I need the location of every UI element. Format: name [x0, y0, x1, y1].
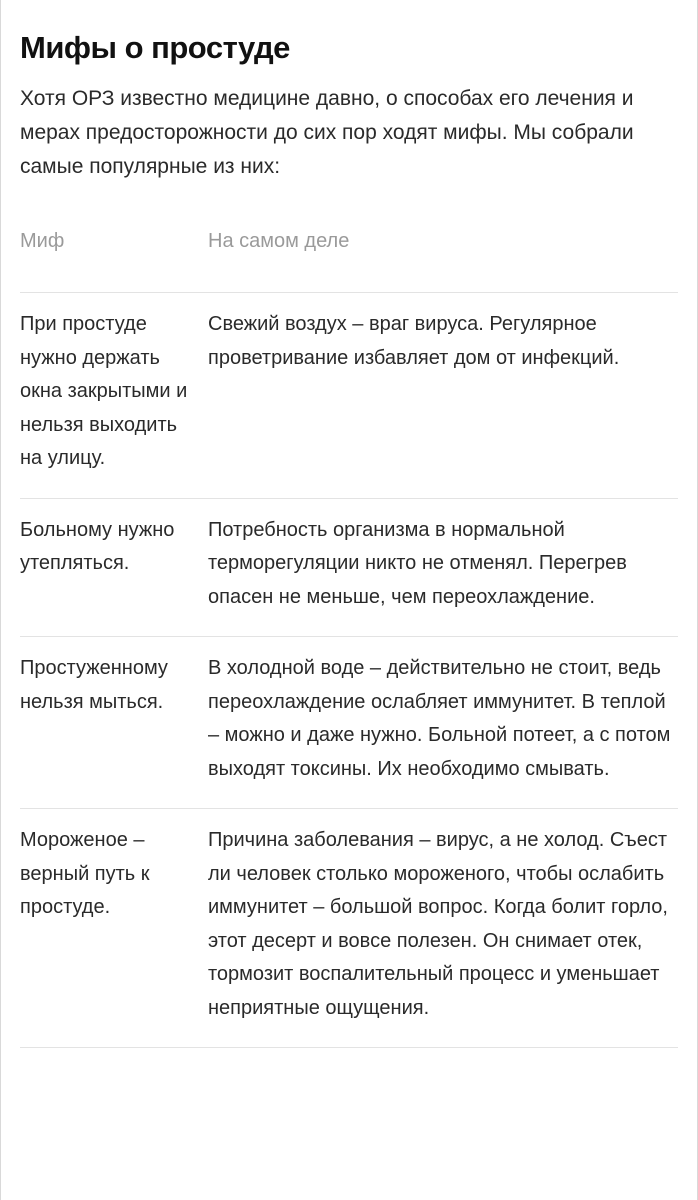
myth-cell: Простуженному нельзя мыться.	[20, 637, 208, 809]
column-header-fact: На самом деле	[208, 230, 350, 252]
table-header-row	[20, 224, 678, 293]
fact-cell: Потребность организма в нормальной терморегуляции никто не отменял. Перегрев опасен не меньше, чем переохлаждение.	[208, 498, 678, 637]
myth-cell: При простуде нужно держать окна закрытыми и нельзя выходить на улицу.	[20, 293, 208, 499]
myth-cell: Больному нужно утепляться.	[20, 498, 208, 637]
fact-cell: Свежий воздух – враг вируса. Регулярное проветривание избавляет дом от инфекций.	[208, 293, 678, 499]
table-row	[20, 809, 678, 1048]
column-header-myth: Миф	[20, 230, 65, 252]
fact-cell: Причина заболевания – вирус, а не холод. Съест ли человек столько мороженого, чтобы ослабить иммунитет – большой вопрос. Когда болит горло, этот десерт и вовсе полезен. Он снимает отек, тормозит воспалительный процесс и уменьшает неприятные ощущения.	[208, 809, 678, 1048]
myth-cell: Мороженое – верный путь к простуде.	[20, 809, 208, 1048]
table-row	[20, 293, 678, 499]
table-row	[20, 637, 678, 809]
table-row	[20, 498, 678, 637]
article-intro: Хотя ОРЗ известно медицине давно, о способах его лечения и мерах предосторожности до сих пор ходят мифы. Мы собрали самые популярные из них:	[20, 87, 634, 178]
fact-cell: В холодной воде – действительно не стоит, ведь переохлаждение ослабляет иммунитет. В теплой – можно и даже нужно. Больной потеет, а с потом выходят токсины. Их необходимо смывать.	[208, 637, 678, 809]
article-content	[1, 0, 697, 1048]
article-title: Мифы о простуде	[20, 30, 290, 65]
myth-fact-table	[20, 224, 678, 1048]
